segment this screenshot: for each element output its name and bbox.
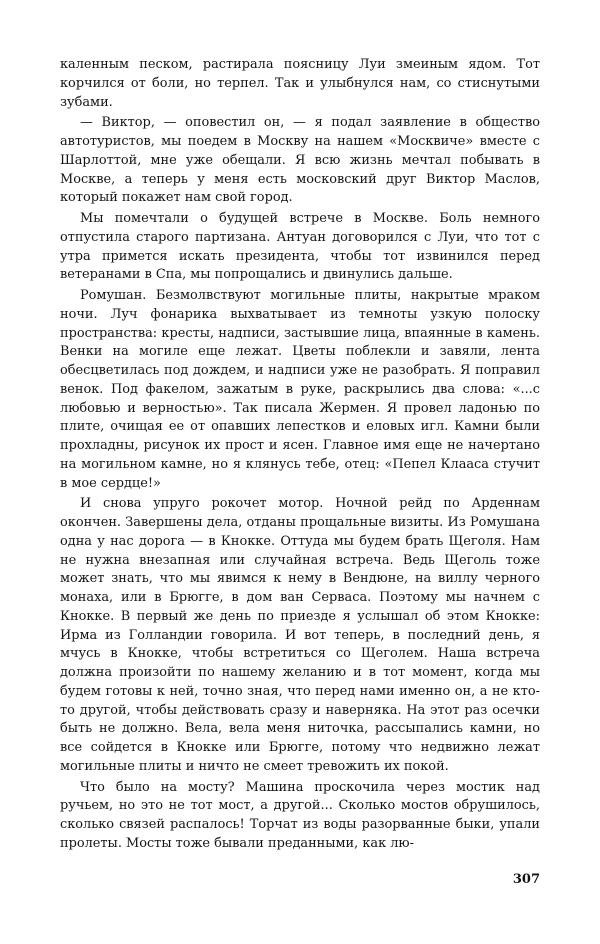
paragraph-6: Что было на мосту? Машина проскочила через мостик над ручьем, но это не тот мост, а другой... Сколько мостов обрушилось, сколько связей распалось! Торчат из воды разорванные быки, упали пролеты. Мосты тоже бывали преданными, как лю- <box>60 779 540 851</box>
paragraph-1: каленным песком, растирала поясницу Луи змеиным ядом. Тот корчился от боли, но терпел. Так и улыбнулся нам, со стиснутыми зубами. <box>60 57 540 110</box>
paragraph-2: — Виктор, — оповестил он, — я подал заявление в общество автотуристов, мы поедем в Москву на нашем «Москвиче» вместе с Шарлоттой, мне уже обещали. Я всю жизнь мечтал побывать в Москве, а теперь у меня есть московский друг Виктор Маслов, который покажет нам свой город. <box>60 115 540 206</box>
paragraph-5: И снова упруго рокочет мотор. Ночной рейд по Арденнам окончен. Завершены дела, отданы прощальные визиты. Из Ромушана одна у нас дорога — в Кнокке. Оттуда мы будем брать Щеголя. Нам не нужна внезапная или случайная встреча. Ведь Щеголь тоже может знать, что мы явимся к нему в Вендюне, на виллу черного монаха, или в Брюгге, в дом ван Серваса. Поэтому мы начнем с Кнокке. В первый же день по приезде я услышал об этом Кнокке: Ирма из Голландии говорила. И вот теперь, в последний день, я мчусь в Кнокке, чтобы встретиться со Щеголем. Наша встреча должна произойти по нашему желанию и в тот момент, когда мы будем готовы к ней, точно зная, что перед нами именно он, а не кто-то другой, чтобы действовать сразу и наверняка. На этот раз осечки быть не должно. Вела, вела меня ниточка, рассыпались камни, но все сойдется в Кнокке или Брюгге, потому что недвижно лежат могильные плиты и ничто не смеет тревожить их покой. <box>60 496 540 774</box>
page-number: 307 <box>512 872 540 887</box>
paragraph-3: Мы помечтали о будущей встрече в Москве. Боль немного отпустила старого партизана. Антуан договорился с Луи, что тот с утра примется искать президента, чтобы тот извинился перед ветеранами в Спа, мы попрощались и двинулись дальше. <box>60 211 540 283</box>
paragraph-4: Ромушан. Безмолвствуют могильные плиты, накрытые мраком ночи. Луч фонарика выхватывает из темноты узкую полоску пространства: кресты, надписи, застывшие лица, впаянные в камень. Венки на могиле еще лежат. Цветы поблекли и завяли, лента обесцветилась под дождем, и надписи уже не разобрать. Я поправил венок. Под факелом, зажатым в руке, раскрылись два слова: «...с любовью и верностью». Так писала Жермен. Я провел ладонью по плите, очищая ее от опавших лепестков и еловых игл. Камни были прохладны, рисунок их прост и ясен. Главное имя еще не начертано на могильном камне, но я клянусь тебе, отец: «Пепел Клааса стучит в мое сердце!» <box>60 288 540 491</box>
page-text <box>60 56 540 854</box>
